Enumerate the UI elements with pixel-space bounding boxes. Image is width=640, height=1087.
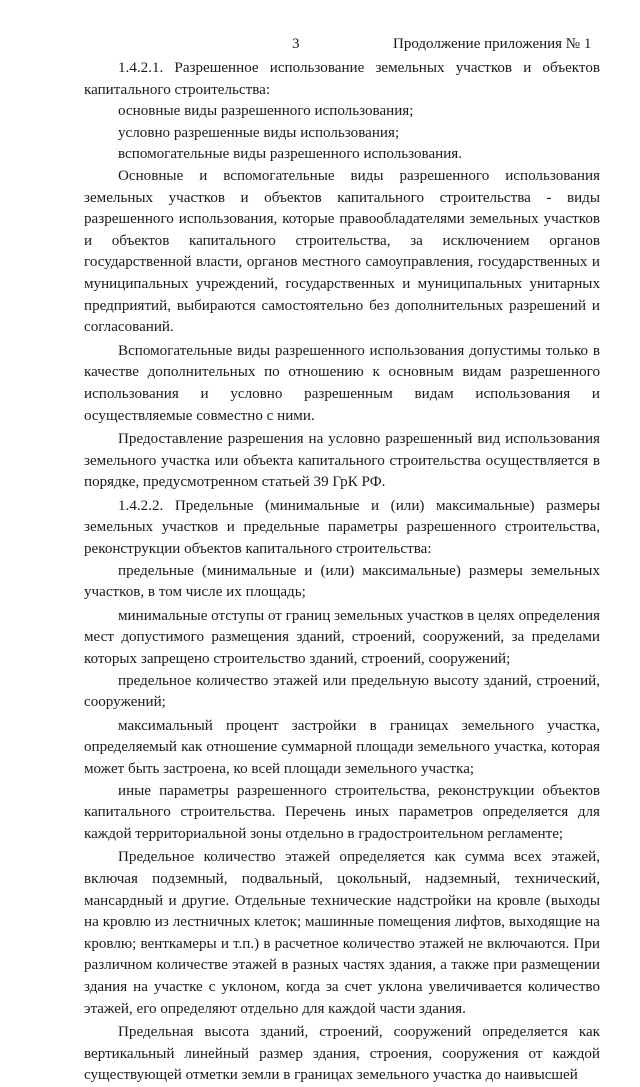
list-item-other-parameters: иные параметры разрешенного строительства, реконструкции объектов капитального строительства. Перечень иных параметров определяется для каждой территориальной зоны отдельно в градостроительном регламенте; — [84, 782, 600, 842]
list-item-plot-sizes: предельные (минимальные и (или) максимальные) размеры земельных участков, в том числе их площадь; — [84, 562, 600, 601]
appendix-continuation-note: Продолжение приложения № 1 — [393, 36, 592, 52]
list-item-floor-count-height: предельное количество этажей или предельную высоту зданий, строений, сооружений; — [84, 672, 600, 711]
page-number: 3 — [292, 36, 300, 52]
document-body — [84, 58, 600, 1087]
list-item-minimum-setbacks: минимальные отступы от границ земельных участков в целях определения мест допустимого размещения зданий, строений, сооружений, за пределами которых запрещено строительство зданий, строений, сооружений; — [84, 607, 600, 668]
paragraph-section-1-4-2-1: 1.4.2.1. Разрешенное использование земельных участков и объектов капитального строительства: — [84, 60, 600, 98]
paragraph-conditional-permission: Предоставление разрешения на условно разрешенный вид использования земельного участка или объекта капитального строительства осуществляется в порядке, предусмотренном статьей 39 ГрК РФ. — [84, 431, 600, 491]
list-item-max-building-coverage: максимальный процент застройки в границах земельного участка, определяемый как отношение суммарной площади земельного участка, которая может быть застроена, ко всей площади земельного участка; — [84, 717, 600, 777]
paragraph-floor-count-definition: Предельное количество этажей определяется как сумма всех этажей, включая подземный, подвальный, цокольный, надземный, технический, мансардный и другие. Отдельные технические надстройки на кровле (выходы на кровлю из лестничных клеток; машинные помещения лифтов, выходящие на кровлю; венткамеры и т.п.) в расчетное количество этажей не включаются. При различном количестве этажей в разных частях здания, а также при размещении здания на участке с уклоном, когда за счет уклона увеличивается количество этажей, его определяют отдельно для каждой части здания. — [84, 849, 600, 1017]
paragraph-auxiliary-permitted: Вспомогательные виды разрешенного использования допустимы только в качестве дополнительных по отношению к основным видам разрешенного использования и условно разрешенным видам использования и осуществляемые совместно с ними. — [84, 342, 600, 424]
list-item-conditional-use-types: условно разрешенные виды использования; — [118, 124, 400, 141]
paragraph-main-auxiliary-definition: Основные и вспомогательные виды разрешенного использования земельных участков и объектов капитального строительства - виды разрешенного использования, которые правообладателями земельных участков и объектов капитального строительства, за исключением органов государственной власти, органов местного самоуправления, государственных и муниципальных учреждений, государственных и муниципальных унитарных предприятий, выбираются самостоятельно без дополнительных разрешений и согласований. — [84, 167, 600, 336]
paragraph-max-height-definition: Предельная высота зданий, строений, сооружений определяется как вертикальный линейный размер здания, строения, сооружения от каждой существующей отметки земли в границах земельного участка до наивысшей — [84, 1024, 600, 1084]
paragraph-section-1-4-2-2: 1.4.2.2. Предельные (минимальные и (или) максимальные) размеры земельных участков и предельные параметры разрешенного строительства, реконструкции объектов капитального строительства: — [84, 497, 600, 558]
list-item-auxiliary-use-types: вспомогательные виды разрешенного использования. — [118, 146, 463, 163]
list-item-main-use-types: основные виды разрешенного использования; — [118, 103, 414, 120]
page-header — [0, 36, 640, 56]
